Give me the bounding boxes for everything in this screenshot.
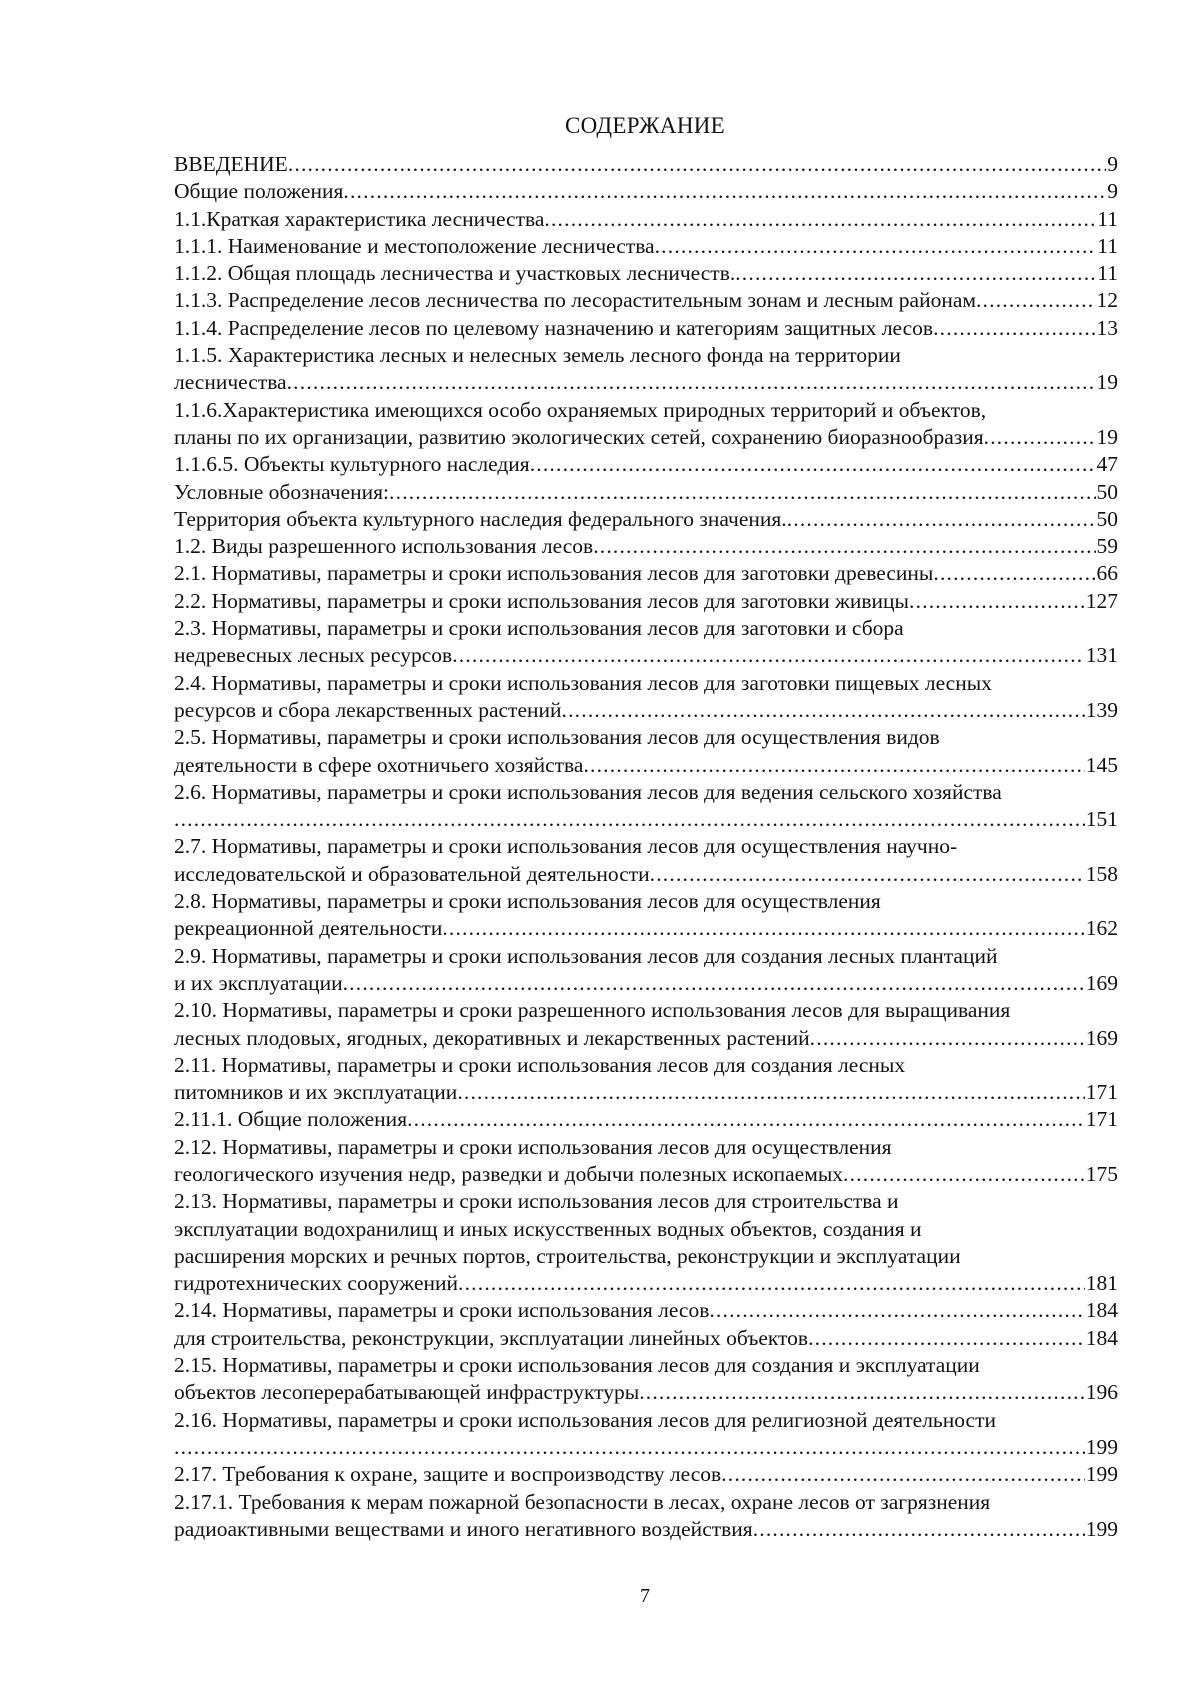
- dot-leader: [810, 1025, 1085, 1052]
- toc-page-number: 19: [1096, 370, 1118, 395]
- toc-page-number: 66: [1096, 561, 1118, 586]
- dot-leader: [787, 506, 1096, 533]
- dot-leader: [287, 369, 1096, 396]
- toc-entry-text: ресурсов и сбора лекарственных растений: [174, 697, 562, 722]
- toc-entry-text: радиоактивными веществами и иного негативного воздействия: [174, 1516, 753, 1541]
- dot-leader: [650, 861, 1085, 888]
- toc-entry-text: рекреационной деятельности: [174, 916, 443, 941]
- toc-entry-text: 1.1.4. Распределение лесов по целевому назначению и категориям защитных лесов: [174, 315, 934, 340]
- toc-entry-text: питомников и их эксплуатации: [174, 1080, 458, 1105]
- toc-entry-text: лесных плодовых, ягодных, декоративных и лекарственных растений: [174, 1025, 810, 1050]
- toc-page-number: 171: [1085, 1080, 1118, 1105]
- toc-entry[interactable]: [174, 479, 1118, 506]
- toc-page-number: 139: [1085, 697, 1118, 722]
- toc-entry-text: деятельности в сфере охотничьего хозяйства: [174, 752, 584, 777]
- dot-leader: [562, 697, 1085, 724]
- toc-entry[interactable]: [174, 670, 1118, 725]
- toc-entry[interactable]: [174, 342, 1118, 397]
- toc-entry[interactable]: [174, 1188, 1118, 1297]
- toc-page-number: 158: [1085, 861, 1118, 886]
- toc-entry-text: 2.8. Нормативы, параметры и сроки использования лесов для осуществления: [174, 889, 881, 914]
- toc-page-number: 127: [1085, 588, 1118, 613]
- toc-entry[interactable]: [174, 560, 1118, 587]
- toc-entry[interactable]: [174, 588, 1118, 615]
- toc-entry-text: 1.1.6.Характеристика имеющихся особо охраняемых природных территорий и объектов,: [174, 397, 987, 422]
- toc-page-number: 131: [1085, 643, 1118, 668]
- toc-entry[interactable]: [174, 997, 1118, 1052]
- toc-entry-text: Общие положения: [174, 179, 344, 204]
- toc-entry[interactable]: [174, 315, 1118, 342]
- dot-leader: [389, 479, 1095, 506]
- toc-entry-text: лесничества: [174, 370, 287, 395]
- toc-page-number: 50: [1096, 479, 1118, 504]
- toc-page-number: 145: [1085, 752, 1118, 777]
- toc-page-number: 11: [1097, 233, 1118, 258]
- dot-leader: [288, 151, 1106, 178]
- dot-leader: [933, 315, 1095, 342]
- dot-leader: [909, 588, 1085, 615]
- toc-page-number: 199: [1085, 1516, 1118, 1541]
- toc-entry-text: гидротехнических сооружений: [174, 1271, 459, 1296]
- toc-entry-text: 2.11.1. Общие положения: [174, 1107, 408, 1132]
- toc-page-number: 19: [1096, 424, 1118, 449]
- toc-page-number: 169: [1085, 970, 1118, 995]
- toc-page-number: 175: [1085, 1161, 1118, 1186]
- toc-page-number: 9: [1107, 179, 1118, 204]
- toc-entry[interactable]: [174, 943, 1118, 998]
- toc-entry-text: 1.1.5. Характеристика лесных и нелесных земель лесного фонда на территории: [174, 343, 901, 368]
- toc-entry[interactable]: [174, 397, 1118, 452]
- toc-entry-text: 1.2. Виды разрешенного использования лесов: [174, 534, 594, 559]
- toc-entry-text: 1.1.3. Распределение лесов лесничества по лесорастительным зонам и лесным районам: [174, 288, 976, 313]
- toc-entry[interactable]: [174, 1297, 1118, 1324]
- toc-entry[interactable]: [174, 233, 1118, 260]
- toc-page-number: 59: [1096, 534, 1118, 559]
- toc-entry[interactable]: [174, 506, 1118, 533]
- toc-entry[interactable]: [174, 779, 1118, 834]
- dot-leader: [457, 1079, 1084, 1106]
- toc-entry-text: 2.11. Нормативы, параметры и сроки использования лесов для создания лесных: [174, 1052, 906, 1077]
- dot-leader: [709, 1297, 1084, 1324]
- toc-page-number: 169: [1085, 1025, 1118, 1050]
- dot-leader: [655, 233, 1097, 260]
- toc-entry-text: 2.3. Нормативы, параметры и сроки использования лесов для заготовки и сбора: [174, 616, 904, 641]
- toc-entry[interactable]: [174, 615, 1118, 670]
- toc-entry[interactable]: [174, 1461, 1118, 1488]
- dot-leader: [976, 287, 1096, 314]
- toc-entry[interactable]: [174, 1052, 1118, 1107]
- dot-leader: [343, 970, 1085, 997]
- toc-entry-text: эксплуатации водохранилищ и иных искусственных водных объектов, создания и: [174, 1216, 922, 1241]
- toc-entry[interactable]: [174, 533, 1118, 560]
- dot-leader: [174, 806, 1085, 833]
- toc-entry[interactable]: [174, 1407, 1118, 1462]
- toc-entry-text: и их эксплуатации: [174, 970, 343, 995]
- dot-leader: [735, 260, 1096, 287]
- toc-entry-text: 2.17. Требования к охране, защите и воспроизводству лесов: [174, 1462, 722, 1487]
- toc-page-number: 184: [1085, 1298, 1118, 1323]
- toc-page-number: 162: [1085, 916, 1118, 941]
- toc-entry-text: объектов лесоперерабатывающей инфраструктуры: [174, 1380, 640, 1405]
- toc-entry-text: 1.1.2. Общая площадь лесничества и участковых лесничеств.: [174, 261, 736, 286]
- toc-entry[interactable]: [174, 287, 1118, 314]
- toc-entry-text: 1.1.6.5. Объекты культурного наследия: [174, 452, 530, 477]
- toc-page-number: 9: [1107, 152, 1118, 176]
- toc-page-number: 184: [1085, 1325, 1118, 1350]
- toc-entry-text: 2.15. Нормативы, параметры и сроки использования лесов для создания и эксплуатации: [174, 1353, 980, 1378]
- toc-page-number: 13: [1096, 315, 1118, 340]
- toc-page-number: 199: [1085, 1434, 1118, 1459]
- page-number: 7: [640, 1585, 650, 1607]
- toc-page-number: 12: [1096, 288, 1118, 313]
- toc-entry-text: Условные обозначения:: [174, 479, 390, 504]
- toc-page-number: 181: [1085, 1271, 1118, 1296]
- toc-entry[interactable]: [174, 1325, 1118, 1352]
- dot-leader: [753, 1516, 1085, 1543]
- toc-entry-text: Территория объекта культурного наследия федерального значения.: [174, 506, 787, 531]
- toc-entry-text: исследовательской и образовательной деятельности: [174, 861, 650, 886]
- toc-entry-text: 2.2. Нормативы, параметры и сроки использования лесов для заготовки живицы: [174, 588, 909, 613]
- toc-entry[interactable]: [174, 260, 1118, 287]
- dot-leader: [984, 424, 1096, 451]
- toc-entry-text: планы по их организации, развитию экологических сетей, сохранению биоразнообразия: [174, 424, 984, 449]
- dot-leader: [343, 178, 1106, 205]
- dot-leader: [808, 1325, 1085, 1352]
- toc-entry[interactable]: [174, 206, 1118, 233]
- toc-entry[interactable]: [174, 724, 1118, 779]
- toc-entry-text: 2.7. Нормативы, параметры и сроки использования лесов для осуществления научно-: [174, 834, 958, 859]
- toc-entry[interactable]: [174, 833, 1118, 888]
- toc-entry[interactable]: [174, 451, 1118, 478]
- dot-leader: [442, 915, 1084, 942]
- page-title: СОДЕРЖАНИЕ: [564, 113, 725, 138]
- toc-entry[interactable]: [174, 1489, 1118, 1544]
- dot-leader: [933, 560, 1095, 587]
- toc-entry-text: 1.1.Краткая характеристика лесничества: [174, 206, 545, 231]
- toc-page-number: 50: [1096, 506, 1118, 531]
- toc-entry-text: 2.1. Нормативы, параметры и сроки использования лесов для заготовки древесины: [174, 561, 934, 586]
- dot-leader: [593, 533, 1095, 560]
- dot-leader: [544, 206, 1096, 233]
- toc-entry-text: 2.4. Нормативы, параметры и сроки использования лесов для заготовки пищевых лесных: [174, 670, 992, 695]
- toc-entry-text: 2.5. Нормативы, параметры и сроки использования лесов для осуществления видов: [174, 725, 940, 750]
- toc-page-number: 196: [1085, 1380, 1118, 1405]
- toc-entry-text: 2.14. Нормативы, параметры и сроки использования лесов: [174, 1298, 710, 1323]
- toc-page-number: 47: [1096, 452, 1118, 477]
- toc-entry-text: 2.12. Нормативы, параметры и сроки использования лесов для осуществления: [174, 1134, 892, 1159]
- dot-leader: [174, 1434, 1085, 1461]
- dot-leader: [452, 642, 1085, 669]
- toc-entry[interactable]: [174, 1106, 1118, 1133]
- dot-leader: [583, 752, 1084, 779]
- toc-entry-text: 2.13. Нормативы, параметры и сроки использования лесов для строительства и: [174, 1189, 899, 1214]
- toc-entry-text: 2.10. Нормативы, параметры и сроки разрешенного использования лесов для выращивания: [174, 998, 1011, 1023]
- toc-entry-text: 1.1.1. Наименование и местоположение лесничества: [174, 233, 655, 258]
- toc-entry[interactable]: [174, 178, 1118, 205]
- toc-entry-text: 2.16. Нормативы, параметры и сроки использования лесов для религиозной деятельности: [174, 1407, 996, 1432]
- toc-entry[interactable]: [174, 1352, 1118, 1407]
- toc-entry[interactable]: [174, 1134, 1118, 1189]
- dot-leader: [639, 1379, 1085, 1406]
- dot-leader: [458, 1270, 1085, 1297]
- dot-leader: [843, 1161, 1085, 1188]
- toc-entry[interactable]: [174, 888, 1118, 943]
- toc-entry-text: ВВЕДЕНИЕ: [174, 152, 288, 176]
- dot-leader: [407, 1106, 1085, 1133]
- toc-entry[interactable]: [174, 151, 1118, 178]
- dot-leader: [530, 451, 1096, 478]
- table-of-contents: [174, 151, 1118, 1543]
- toc-entry-text: геологического изучения недр, разведки и добычи полезных ископаемых: [174, 1161, 844, 1186]
- toc-page-number: 199: [1085, 1462, 1118, 1487]
- toc-entry-text: недревесных лесных ресурсов: [174, 643, 453, 668]
- toc-entry-text: 2.9. Нормативы, параметры и сроки использования лесов для создания лесных плантаций: [174, 943, 998, 968]
- toc-entry-text: расширения морских и речных портов, строительства, реконструкции и эксплуатации: [174, 1243, 961, 1268]
- toc-entry-text: 2.6. Нормативы, параметры и сроки использования лесов для ведения сельского хозяйства: [174, 779, 1002, 804]
- toc-page-number: 151: [1085, 807, 1118, 832]
- toc-page-number: 11: [1097, 206, 1118, 231]
- toc-entry-text: 2.17.1. Требования к мерам пожарной безопасности в лесах, охране лесов от загрязнения: [174, 1489, 991, 1514]
- toc-page-number: 11: [1097, 261, 1118, 286]
- dot-leader: [721, 1461, 1085, 1488]
- toc-page-number: 171: [1085, 1107, 1118, 1132]
- toc-entry-text: для строительства, реконструкции, эксплуатации линейных объектов: [174, 1325, 809, 1350]
